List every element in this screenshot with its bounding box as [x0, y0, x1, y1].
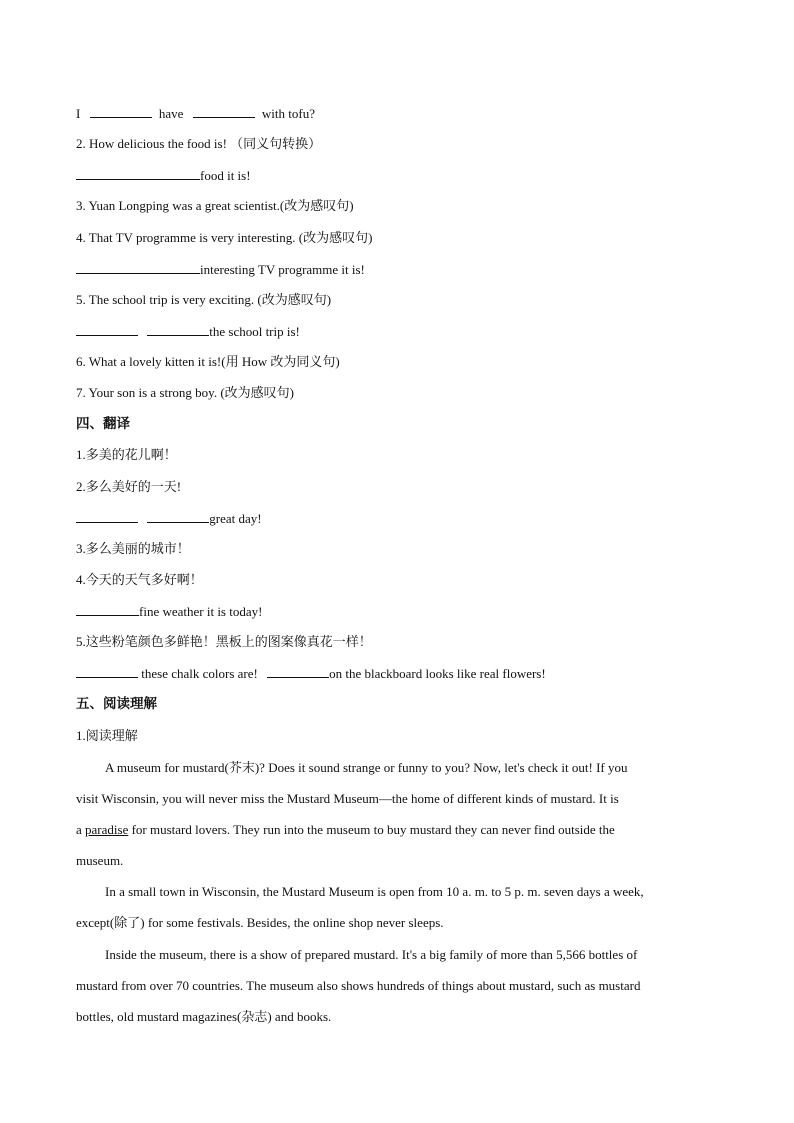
answer-blank[interactable] [90, 104, 152, 118]
passage-p1-line4: museum. [76, 853, 124, 868]
passage-p1-line3 [76, 821, 726, 839]
translation-answer-4 [76, 602, 726, 621]
question-2: 2. How delicious the food is! （同义句转换） [76, 136, 322, 151]
answer-line-2 [76, 166, 726, 185]
answer-tail: great day! [209, 511, 262, 526]
answer-tail: food it is! [200, 168, 251, 183]
answer-blank[interactable] [193, 104, 255, 118]
passage-p1-line2: visit Wisconsin, you will never miss the Mustard Museum—the home of different kinds of mustard. It is [76, 791, 619, 806]
answer-blank[interactable] [76, 322, 138, 336]
answer-tail: on the blackboard looks like real flowers! [329, 666, 546, 681]
question-3: 3. Yuan Longping was a great scientist.(改为感叹句) [76, 198, 354, 213]
answer-line-5 [76, 322, 726, 341]
answer-blank[interactable] [76, 602, 139, 616]
translation-2: 2.多么美好的一天! [76, 479, 182, 494]
text-run: a [76, 822, 86, 837]
translation-5: 5.这些粉笔颜色多鲜艳！黑板上的图案像真花一样！ [76, 634, 372, 649]
underlined-word: paradise [85, 822, 129, 837]
question-7: 7. Your son is a strong boy. (改为感叹句) [76, 385, 294, 400]
answer-blank[interactable] [147, 322, 209, 336]
section-heading-reading: 五、阅读理解 [76, 696, 157, 712]
passage-p3-line3: bottles, old mustard magazines(杂志) and books. [76, 1009, 332, 1024]
translation-1: 1.多美的花儿啊！ [76, 447, 177, 462]
passage-p2-line2: except(除了) for some festivals. Besides, the online shop never sleeps. [76, 915, 444, 930]
answer-blank[interactable] [147, 509, 209, 523]
answer-blank[interactable] [76, 166, 200, 180]
question-4: 4. That TV programme is very interesting. (改为感叹句) [76, 230, 373, 245]
answer-tail: fine weather it is today! [139, 604, 263, 619]
translation-answer-2 [76, 509, 726, 528]
answer-tail: interesting TV programme it is! [200, 262, 365, 277]
answer-blank[interactable] [76, 260, 200, 274]
question-6: 6. What a lovely kitten it is!(用 How 改为同义句) [76, 354, 340, 369]
line-i-pre: I [76, 106, 81, 121]
answer-blank[interactable] [267, 664, 329, 678]
answer-blank[interactable] [76, 664, 138, 678]
translation-answer-5 [76, 664, 726, 683]
translation-4: 4.今天的天气多好啊！ [76, 572, 203, 587]
passage-p1-line1: A museum for mustard(芥末)? Does it sound strange or funny to you? Now, let's check it out! If you [105, 760, 628, 775]
translation-3: 3.多么美丽的城市！ [76, 541, 190, 556]
answer-blank[interactable] [76, 509, 138, 523]
text-run: for mustard lovers. They run into the museum to buy mustard they can never find outside the [128, 822, 615, 837]
answer-mid: these chalk colors are! [138, 666, 258, 681]
reading-subtitle: 1.阅读理解 [76, 728, 138, 743]
answer-line-4 [76, 260, 726, 279]
passage-p3-line1: Inside the museum, there is a show of prepared mustard. It's a big family of more than 5,566 bottles of [105, 947, 638, 962]
line-i-post: with tofu? [261, 106, 315, 121]
passage-p3-line2: mustard from over 70 countries. The museum also shows hundreds of things about mustard, such as mustard [76, 978, 641, 993]
exercise-line-i [76, 104, 726, 123]
section-heading-translation: 四、翻译 [76, 416, 130, 432]
answer-tail: the school trip is! [209, 324, 300, 339]
line-i-mid: have [158, 106, 184, 121]
question-5: 5. The school trip is very exciting. (改为感叹句) [76, 292, 332, 307]
passage-p2-line1: In a small town in Wisconsin, the Mustard Museum is open from 10 a. m. to 5 p. m. seven days a week, [105, 884, 644, 899]
